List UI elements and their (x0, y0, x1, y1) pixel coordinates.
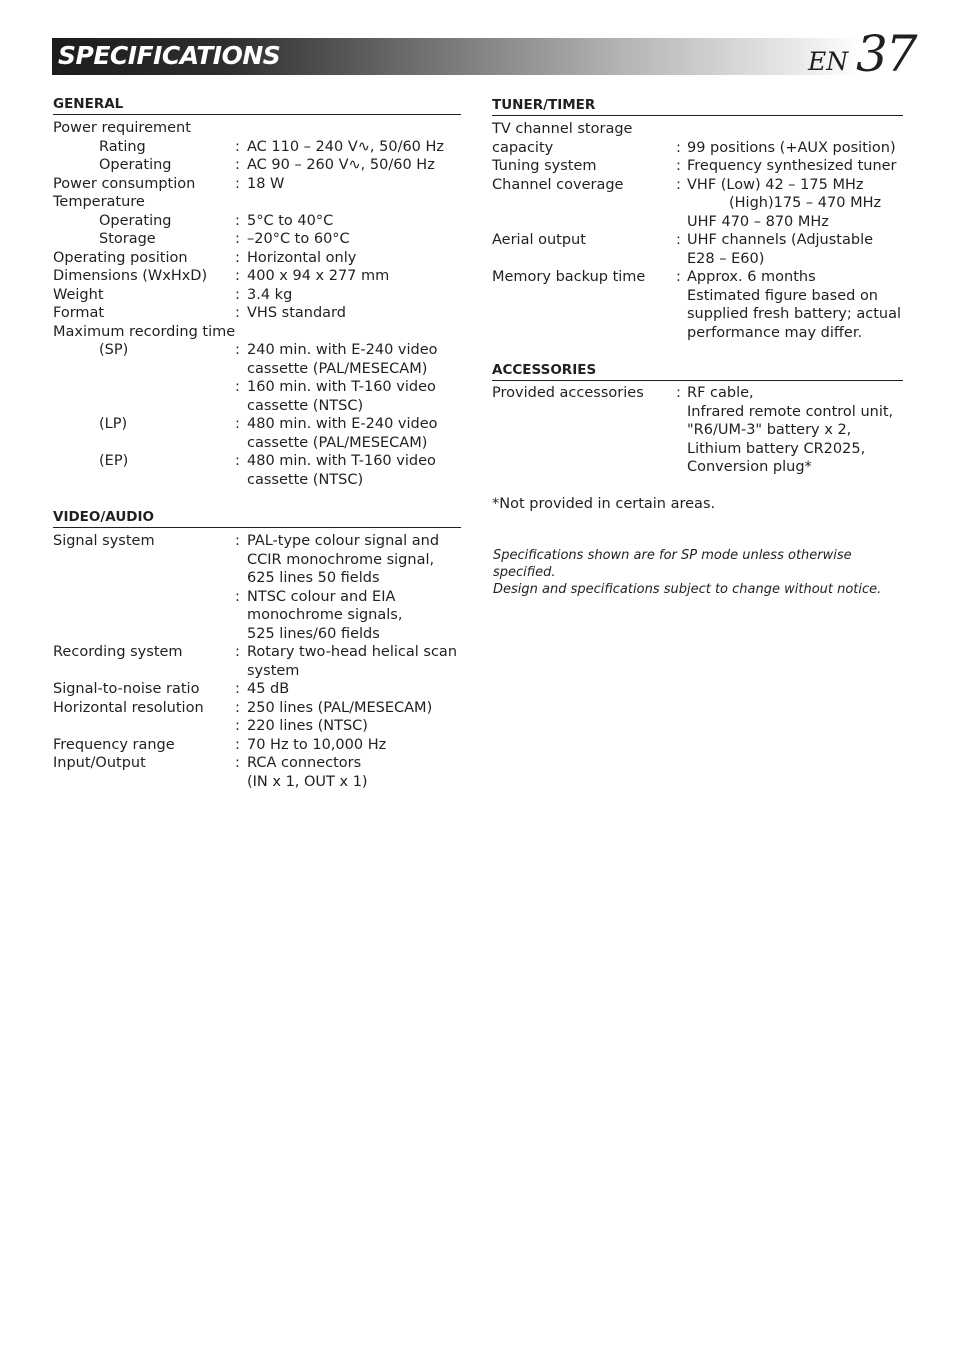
spec-row (53, 736, 463, 755)
spec-value: NTSC colour and EIA (247, 588, 396, 605)
spec-value: 240 min. with E-240 video (247, 342, 438, 358)
spec-row (53, 156, 463, 175)
spec-value: Horizontal only (247, 249, 357, 266)
spec-label: Operating (99, 157, 172, 173)
spec-label: Storage (99, 231, 156, 247)
spec-value: 5°C to 40°C (247, 212, 334, 229)
spec-row (53, 230, 463, 249)
spec-value: –20°C to 60°C (247, 231, 350, 247)
spec-colon: : (676, 176, 681, 193)
spec-colon: : (235, 286, 240, 303)
spec-value: Lithium battery CR2025, (687, 440, 866, 457)
spec-label: Operating position (53, 249, 188, 266)
spec-label: TV channel storage (492, 121, 633, 137)
spec-row (492, 231, 912, 268)
spec-colon: : (676, 139, 681, 156)
spec-value: RF cable, (687, 385, 754, 401)
note-line: Design and specifications subject to change without notice. (493, 582, 882, 597)
accessories-spec-list (492, 384, 912, 477)
spec-value: AC 110 – 240 V∿, 50/60 Hz (247, 138, 445, 155)
spec-value: monochrome signals, (247, 607, 403, 623)
spec-colon: : (235, 305, 240, 321)
spec-label: Temperature (53, 194, 145, 210)
spec-value: AC 90 – 260 V∿, 50/60 Hz (247, 157, 435, 173)
spec-colon: : (676, 232, 681, 248)
spec-label: Recording system (53, 644, 183, 660)
spec-label: Rating (99, 138, 146, 155)
spec-colon: : (235, 699, 240, 716)
spec-colon: : (676, 385, 681, 401)
spec-label: Maximum recording time (53, 323, 236, 340)
spec-row (53, 286, 463, 305)
spec-colon: : (235, 175, 240, 192)
spec-row (53, 267, 463, 286)
spec-value: 250 lines (PAL/MESECAM) (247, 699, 433, 716)
spec-row (53, 643, 463, 680)
spec-row (53, 754, 463, 791)
spec-label: Format (53, 305, 105, 321)
spec-value: performance may differ. (687, 324, 863, 341)
spec-row (53, 341, 463, 378)
spec-label: Horizontal resolution (53, 699, 204, 716)
spec-value: Approx. 6 months (687, 269, 816, 285)
spec-value: RCA connectors (247, 755, 362, 771)
video-audio-spec-list (53, 532, 463, 791)
spec-row (492, 268, 912, 342)
spec-value: (High)175 – 470 MHz (729, 195, 882, 211)
spec-label: Power consumption (53, 175, 196, 192)
spec-value: cassette (PAL/MESECAM) (247, 434, 428, 451)
spec-label: Input/Output (53, 755, 146, 771)
spec-value: 480 min. with T-160 video (247, 453, 436, 469)
spec-row (53, 588, 463, 644)
spec-colon: : (235, 644, 240, 660)
spec-row (53, 532, 463, 588)
spec-colon: : (235, 379, 240, 395)
spec-row (492, 176, 912, 195)
spec-value: Frequency synthesized tuner (687, 158, 897, 174)
spec-row (53, 175, 463, 194)
spec-row (53, 680, 463, 699)
page-title: SPECIFICATIONS (58, 41, 281, 70)
spec-label: (LP) (99, 416, 128, 432)
spec-row (492, 194, 912, 213)
spec-value: (IN x 1, OUT x 1) (247, 773, 368, 790)
spec-label: Provided accessories (492, 385, 644, 401)
spec-row (53, 452, 463, 489)
spec-colon: : (235, 231, 240, 247)
spec-colon: : (235, 681, 240, 697)
spec-label: Weight (53, 286, 104, 303)
spec-row (53, 378, 463, 415)
spec-row (53, 212, 463, 231)
spec-colon: : (235, 533, 240, 549)
spec-label: Frequency range (53, 736, 175, 753)
spec-row (53, 304, 463, 323)
spec-row (53, 119, 463, 138)
spec-value: 400 x 94 x 277 mm (247, 268, 390, 284)
spec-value: UHF channels (Adjustable (687, 232, 874, 248)
spec-label: Signal system (53, 533, 155, 549)
spec-row (492, 120, 912, 139)
spec-row (492, 157, 912, 176)
spec-value: 99 positions (+AUX position) (687, 139, 896, 156)
spec-label: Dimensions (WxHxD) (53, 268, 208, 284)
spec-value: system (247, 662, 300, 679)
spec-value: 625 lines 50 fields (247, 570, 380, 586)
spec-label: Channel coverage (492, 176, 624, 193)
spec-value: supplied fresh battery; actual (687, 306, 902, 322)
tuner-timer-spec-list (492, 120, 912, 342)
spec-label: capacity (492, 139, 554, 156)
spec-value: E28 – E60) (687, 250, 765, 267)
spec-value: 525 lines/60 fields (247, 625, 380, 642)
spec-label: Tuning system (492, 158, 597, 174)
spec-label: Signal-to-noise ratio (53, 681, 200, 697)
spec-colon: : (235, 588, 240, 605)
spec-value: 70 Hz to 10,000 Hz (247, 736, 387, 753)
spec-value: Rotary two-head helical scan (247, 644, 458, 660)
spec-notes (493, 547, 913, 598)
general-spec-list (53, 119, 463, 489)
spec-value: VHS standard (247, 305, 346, 321)
spec-value: cassette (NTSC) (247, 397, 364, 414)
spec-value: UHF 470 – 870 MHz (687, 213, 829, 230)
spec-colon: : (235, 249, 240, 266)
spec-value: CCIR monochrome signal, (247, 551, 435, 568)
spec-value: cassette (PAL/MESECAM) (247, 360, 428, 377)
spec-colon: : (235, 268, 240, 284)
spec-colon: : (235, 755, 240, 771)
spec-label: Aerial output (492, 232, 586, 248)
spec-value: Estimated figure based on (687, 287, 878, 304)
section-heading-video-audio: VIDEO/AUDIO (53, 509, 461, 528)
spec-value: 220 lines (NTSC) (247, 718, 368, 734)
spec-value: 3.4 kg (247, 286, 293, 303)
spec-colon: : (235, 342, 240, 358)
spec-row (492, 213, 912, 232)
spec-colon: : (235, 718, 240, 734)
spec-row (53, 193, 463, 212)
spec-colon: : (235, 212, 240, 229)
spec-label: Memory backup time (492, 269, 646, 285)
spec-row (53, 138, 463, 157)
spec-label: (SP) (99, 342, 129, 358)
spec-label: (EP) (99, 453, 129, 469)
spec-colon: : (676, 158, 681, 174)
spec-value: 160 min. with T-160 video (247, 379, 436, 395)
spec-row (53, 699, 463, 718)
spec-value: 45 dB (247, 681, 290, 697)
section-heading-general: GENERAL (53, 96, 461, 115)
spec-label: Power requirement (53, 120, 191, 136)
section-heading-accessories: ACCESSORIES (492, 362, 903, 381)
spec-value: "R6/UM-3" battery x 2, (687, 422, 852, 438)
spec-colon: : (676, 269, 681, 285)
spec-value: 18 W (247, 175, 285, 192)
spec-row (492, 139, 912, 158)
spec-label: Operating (99, 212, 172, 229)
spec-row (492, 384, 912, 477)
spec-value: VHF (Low) 42 – 175 MHz (687, 176, 864, 193)
spec-value: Infrared remote control unit, (687, 403, 894, 420)
spec-value: cassette (NTSC) (247, 471, 364, 488)
spec-colon: : (235, 736, 240, 753)
spec-colon: : (235, 157, 240, 173)
note-line: Specifications shown are for SP mode unless otherwise specified. (493, 548, 852, 580)
section-heading-tuner-timer: TUNER/TIMER (492, 97, 903, 116)
spec-row (53, 717, 463, 736)
spec-colon: : (235, 416, 240, 432)
spec-colon: : (235, 453, 240, 469)
spec-value: PAL-type colour signal and (247, 533, 440, 549)
spec-value: Conversion plug* (687, 459, 812, 475)
spec-value: 480 min. with E-240 video (247, 416, 438, 432)
spec-row (53, 249, 463, 268)
page-number: 37 (856, 25, 916, 83)
spec-colon: : (235, 138, 240, 155)
spec-row (53, 415, 463, 452)
footnote: *Not provided in certain areas. (492, 496, 716, 512)
language-code: EN (808, 47, 849, 76)
spec-row (53, 323, 463, 342)
